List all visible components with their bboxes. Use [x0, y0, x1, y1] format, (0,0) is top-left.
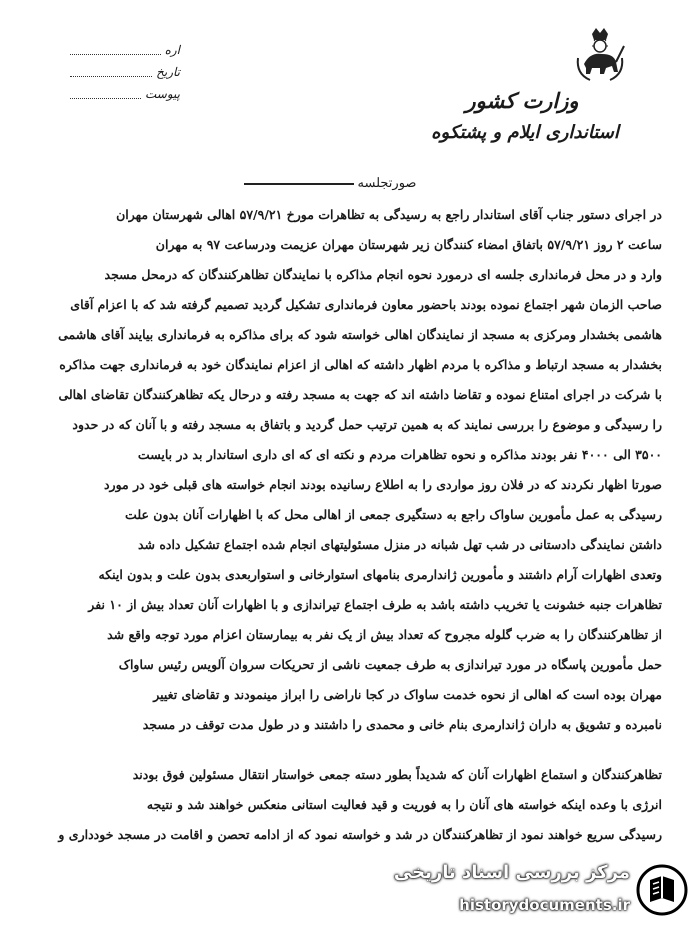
field-attachment — [70, 84, 180, 104]
lion-and-sun-emblem-icon — [570, 28, 630, 84]
body-line: را رسیدگی و موضوع را بررسی نمایند که به همین ترتیب حمل گردید و باتفاق به مسجد رفته و با آنان که در حدود — [72, 417, 662, 432]
document-title — [230, 176, 430, 191]
title-underline — [244, 183, 354, 185]
body-line: صاحب الزمان شهر اجتماع نموده بودند باحضور معاون فرمانداری تشکیل گردید تصمیم گرفته شد که با اعزام آقای — [70, 297, 662, 312]
body-line: رسیدگی به عمل مأمورین ساواک راجع به دستگیری جمعی از اهالی محل که با اظهارات آنان بدون علت — [125, 507, 662, 522]
body-line: هاشمی بخشدار ومرکزی به مسجد از نمایندگان اهالی خواسته شود که برای مذاکره به فرمانداری بیایند آقای هاشمی — [58, 327, 662, 342]
body-line: تظاهرکنندگان و استماع اظهارات آنان که شدیداً بطور دسته جمعی خواستار انتقال مسئولین فوق بودند — [132, 767, 662, 782]
body-line: وارد و در محل فرمانداری جلسه ای درمورد نحوه انجام مذاکره با نمایندگان تظاهرکنندگان که درمحل مسجد — [104, 267, 662, 282]
governorate-name: استانداری ایلام و پشتکوه — [431, 122, 619, 143]
field-attachment-dots — [70, 90, 141, 99]
document-body — [42, 200, 662, 850]
body-line: انرژی با وعده اینکه خواسته های آنان را به فوریت و قید فعالیت استانی منعکس خواهند شد و نتیجه — [146, 797, 662, 812]
field-date — [70, 62, 180, 82]
field-date-dots — [70, 68, 152, 77]
field-number-label: اره — [164, 43, 180, 57]
body-line: تظاهرات جنبه خشونت یا تخریب داشته باشد به طرف اجتماع تیراندازی و با اظهارات آنان تعداد بیش از ۱۰ نفر — [88, 597, 662, 612]
document-title-text: صورتجلسه — [357, 176, 417, 191]
body-line: صورتا اظهار نکردند که در فلان روز مواردی را به اطلاع رسانیده بودند انجام خواسته های قبلی خود در مورد — [103, 477, 662, 492]
body-line: مهران بوده است که اهالی از نحوه خدمت ساواک در کجا ناراضی را ابراز مینمودند و تقاضای تغییر — [153, 687, 662, 702]
body-line: ساعت ۲ روز ۵۷/۹/۲۱ باتفاق امضاء کنندگان زیر شهرستان مهران عزیمت ودرساعت ۹۷ به مهران — [155, 237, 662, 252]
body-line: داشتن نمایندگی دادستانی در شب تهل شبانه در منزل مسئولیتهای انجام شده اجتماع تشکیل داده شد — [137, 537, 662, 552]
body-line: از تظاهرکنندگان را به ضرب گلوله مجروح که تعداد بیش از یک نفر به بیمارستان اعزام مورد توجه واقع شد — [107, 627, 662, 642]
watermark-title: مرکز بررسی اسناد تاریخی — [393, 862, 630, 883]
body-line: ۳۵۰۰ الی ۴۰۰۰ نفر بودند مذاکره و نحوه تظاهرات مردم و نکته ای که ای داری استاندار بد در بایست — [137, 447, 662, 462]
body-line: وتعدی اظهارات آرام داشتند و مأمورین ژاندارمری بنامهای استوارخانی و استواربعدی بدون علت و بدون اینکه — [98, 567, 662, 582]
archive-book-icon — [636, 864, 688, 916]
body-line: رسیدگی سریع خواهند نمود از تظاهرکنندگان در شد و خواسته نمود که از ادامه تحصن و اقامت در مسجد خودداری و — [58, 827, 662, 842]
body-line: در اجرای دستور جناب آقای استاندار راجع به رسیدگی به تظاهرات مورخ ۵۷/۹/۲۱ اهالی شهرستان مهران — [116, 207, 662, 222]
body-line: با شرکت در اجرای امتناع نموده و تقاضا داشته اند که جهت به مسجد رفته و درحال یکه تظاهرکنندگان تقاضای اهالی — [58, 387, 662, 402]
archive-watermark — [393, 856, 690, 928]
body-line: بخشدار به مسجد ارتباط و مذاکره با مردم اظهار داشته که اهالی از اعزام نمایندگان خود به فرمانداری جهت مذاکره — [59, 357, 662, 372]
body-line: نامبرده و تشویق به داران ژاندارمری بنام خانی و محمدی را داشتند و در طول مدت توقف در مسجد — [142, 717, 662, 732]
ministry-name: وزارت کشور — [465, 88, 579, 113]
header-fields — [70, 40, 180, 106]
field-number-dots — [70, 46, 161, 55]
field-number — [70, 40, 180, 60]
body-line: حمل مأمورین پاسگاه در مورد تیراندازی به طرف جمعیت ناشی از تحریکات سروان آلویس رئیس ساواک — [118, 657, 662, 672]
field-attachment-label: پیوست — [145, 87, 180, 101]
field-date-label: تاریخ — [156, 65, 180, 79]
watermark-url: historydocuments.ir — [459, 896, 630, 914]
